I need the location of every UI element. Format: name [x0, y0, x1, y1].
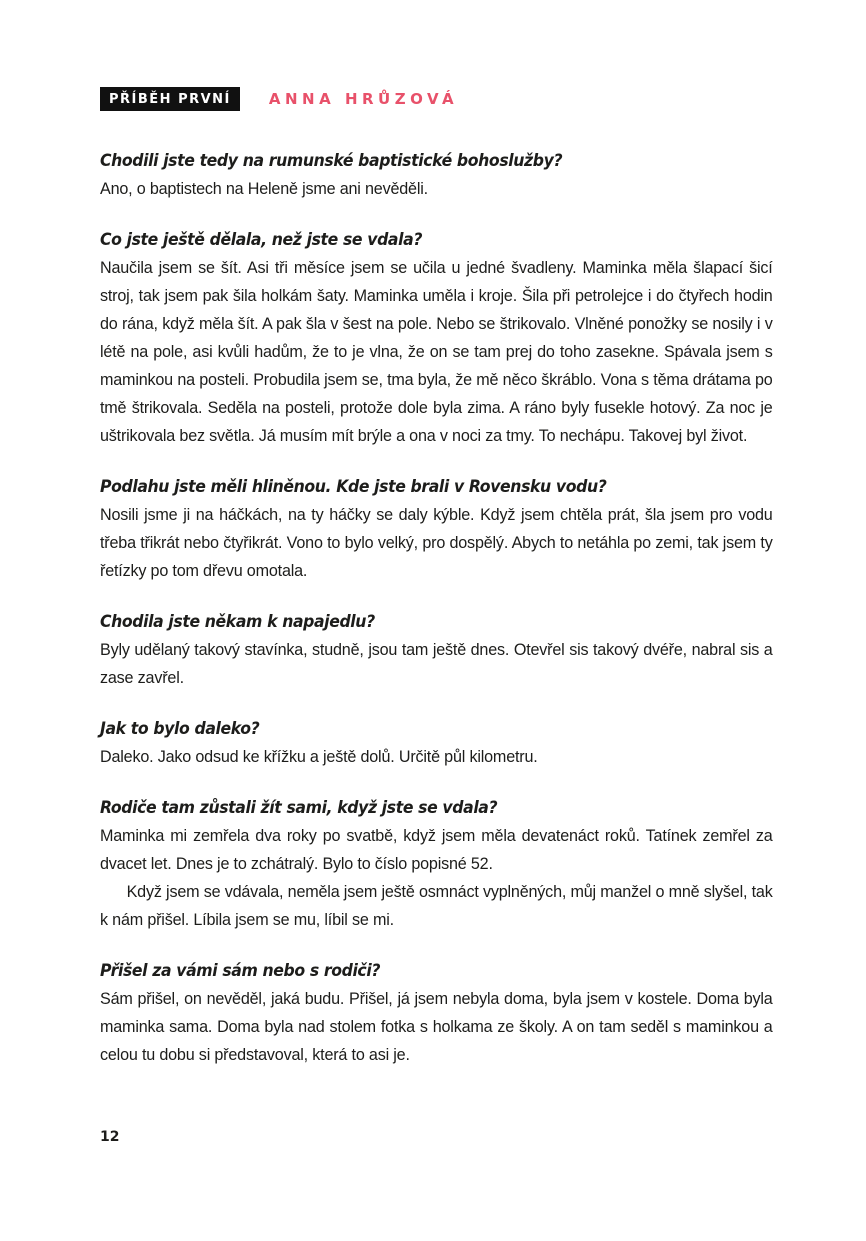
page-footer	[100, 1128, 119, 1146]
interview-content	[100, 147, 773, 1092]
question-text: Podlahu jste měli hliněnou. Kde jste brali v Rovensku vodu?	[100, 477, 607, 496]
qa-block	[100, 957, 773, 1069]
answer-paragraph: Sám přišel, on nevěděl, jaká budu. Přišel, já jsem nebyla doma, byla jsem v kostele. Doma byla maminka sama. Doma byla nad stolem fotka s holkama ze školy. A on tam seděl s maminkou a celou tu dobu si představoval, která to asi je.	[100, 989, 773, 1064]
question-text: Chodila jste někam k napajedlu?	[100, 612, 375, 631]
story-number-tag: PŘÍBĚH PRVNÍ	[100, 87, 240, 111]
answer-paragraph: Byly udělaný takový stavínka, studně, jsou tam ještě dnes. Otevřel sis takový dvéře, nabral sis a zase zavřel.	[100, 640, 773, 687]
qa-block	[100, 226, 773, 450]
qa-block	[100, 608, 773, 692]
question-text: Přišel za vámi sám nebo s rodiči?	[100, 961, 381, 980]
answer-paragraph: Daleko. Jako odsud ke křížku a ještě dolů. Určitě půl kilometru.	[100, 747, 538, 766]
qa-block	[100, 715, 773, 771]
answer-paragraph: Ano, o baptistech na Heleně jsme ani nevěděli.	[100, 179, 428, 198]
answer-paragraph: Maminka mi zemřela dva roky po svatbě, když jsem měla devatenáct roků. Tatínek zemřel za dvacet let. Dnes je to zchátralý. Bylo to číslo popisné 52.	[100, 826, 773, 873]
page-number: 12	[100, 1129, 120, 1145]
page-header	[100, 87, 458, 111]
interviewee-name: ANNA HRŮZOVÁ	[268, 90, 459, 108]
question-text: Rodiče tam zůstali žít sami, když jste se vdala?	[100, 798, 498, 817]
question-text: Chodili jste tedy na rumunské baptistické bohoslužby?	[100, 151, 563, 170]
answer-paragraph: Když jsem se vdávala, neměla jsem ještě osmnáct vyplněných, můj manžel o mně slyšel, tak k nám přišel. Líbila jsem se mu, líbil se mi.	[100, 882, 773, 929]
qa-block	[100, 794, 773, 934]
question-text: Jak to bylo daleko?	[100, 719, 260, 738]
qa-block	[100, 147, 773, 203]
answer-paragraph: Naučila jsem se šít. Asi tři měsíce jsem se učila u jedné švadleny. Maminka měla šlapací šicí stroj, tak jsem pak šila holkám šaty. Maminka uměla i kroje. Šila při petrolejce i do čtyřech hodin do rána, když měla šít. A pak šla v šest na pole. Nebo se štrikovalo. Vlněné ponožky se nosily i v létě na pole, asi kvůli hadům, že to je vlna, že on se tam prej do toho zasekne. Spávala jsem s maminkou na posteli. Probudila jsem se, tma byla, že mě něco škráblo. Vona s těma drátama po tmě štrikovala. Seděla na posteli, protože dole byla zima. A ráno byly fusekle hotový. Za noc je uštrikovala bez světla. Já musím mít brýle a ona v noci za tmy. To nechápu. Takovej byl život.	[100, 258, 773, 445]
answer-paragraph: Nosili jsme ji na háčkách, na ty háčky se daly kýble. Když jsem chtěla prát, šla jsem pro vodu třeba třikrát nebo čtyřikrát. Vono to bylo velký, pro dospělý. Abych to netáhla po zemi, tak jsem ty řetízky po tom dřevu omotala.	[100, 505, 773, 580]
question-text: Co jste ještě dělala, než jste se vdala?	[100, 230, 423, 249]
qa-block	[100, 473, 773, 585]
